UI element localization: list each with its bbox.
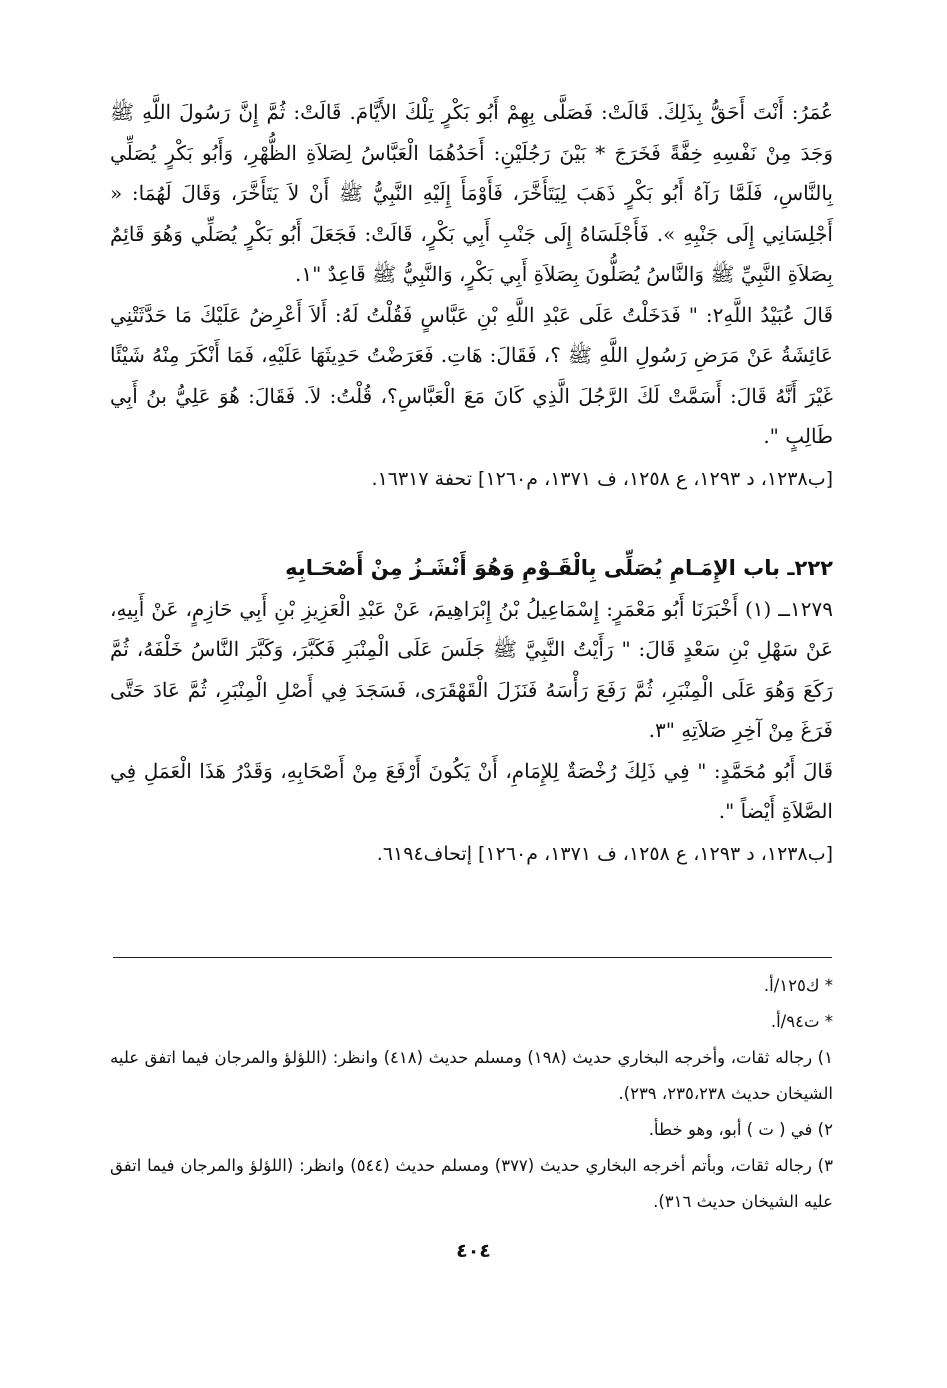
section-spacer bbox=[110, 501, 833, 547]
page-number: ٤٠٤ bbox=[456, 1240, 491, 1262]
footnote-3: ٣) رجاله ثقات، وبأتم أخرجه البخاري حديث (٣٧٧) ومسلم حديث (٥٤٤) وانظر: (اللؤلؤ والمرجان فيما اتفق عليه الشيخان حديث ٣١٦). bbox=[110, 1156, 833, 1211]
main-text bbox=[110, 92, 833, 876]
footnote-divider bbox=[113, 957, 832, 958]
footnote-1: ١) رجاله ثقات، وأخرجه البخاري حديث (١٩٨) ومسلم حديث (٤١٨) وانظر: (اللؤلؤ والمرجان فيما اتفق عليه الشيخان حديث ٢٣٥،٢٣٨، ٢٣٩). bbox=[110, 1048, 833, 1103]
footnote-2: ٢) في ( ت ) أبو، وهو خطأ. bbox=[648, 1120, 833, 1139]
hadith-reference-line: [ب١٢٣٨، د ١٢٩٣، ع ١٢٥٨، ف ١٣٧١، م١٢٦٠] إتحاف٦١٩٤. bbox=[376, 842, 833, 865]
hadith-reference-line: [ب١٢٣٨، د ١٢٩٣، ع ١٢٥٨، ف ١٣٧١، م١٢٦٠] تحفة ١٦٣١٧. bbox=[371, 467, 833, 490]
hadith-continuation-paragraph: عُمَرُ: أَنْتَ أَحَقُّ بِذَلِكَ. قَالَتْ: فَصَلَّى بِهِمْ أَبُو بَكْرٍ تِلْكَ الأَيَّامَ. قَالَتْ: ثُمَّ إِنَّ رَسُولَ اللَّهِ ﷺ وَجَدَ مِنْ نَفْسِهِ خِفَّةً فَخَرَجَ * بَيْنَ رَجُلَيْنِ: أَحَدُهُمَا الْعَبَّاسُ لِصَلاَةِ الظُّهْرِ، وَأَبُو بَكْرٍ يُصَلِّي بِالنَّاسِ، فَلَمَّا رَآهُ أَبُو بَكْرٍ ذَهَبَ لِيَتَأَخَّرَ، فَأَوْمَأَ إِلَيْهِ النَّبِيُّ ﷺ أَنْ لاَ يَتَأَخَّرَ، وَقَالَ لَهُمَا: « أَجْلِسَانِي إِلَى جَنْبِهِ ». فَأَجْلَسَاهُ إِلَى جَنْبِ أَبِي بَكْرٍ، قَالَتْ: فَجَعَلَ أَبُو بَكْرٍ يُصَلِّي وَهُوَ قَائِمٌ بِصَلاَةِ النَّبِيِّ ﷺ وَالنَّاسُ يُصَلُّونَ بِصَلاَةِ أَبِي بَكْرٍ، وَالنَّبِيُّ ﷺ قَاعِدٌ "١. bbox=[110, 100, 833, 286]
hadith-1279-paragraph: ١٢٧٩ــ (١) أَخْبَرَنَا أَبُو مَعْمَرٍ: إِسْمَاعِيلُ بْنُ إِبْرَاهِيمَ، عَنْ عَبْدِ الْعَزِيزِ بْنِ أَبِي حَازِمٍ، عَنْ أَبِيهِ، عَنْ سَهْلِ بْنِ سَعْدٍ قَالَ: " رَأَيْتُ النَّبِيَّ ﷺ جَلَسَ عَلَى الْمِنْبَرِ فَكَبَّرَ، وَكَبَّرَ النَّاسُ خَلْفَهُ، ثُمَّ رَكَعَ وَهُوَ عَلَى الْمِنْبَرِ، ثُمَّ رَفَعَ رَأْسَهُ فَنَزَلَ الْقَهْقَرَى، فَسَجَدَ فِي أَصْلِ الْمِنْبَرِ، ثُمَّ عَادَ حَتَّى فَرَغَ مِنْ آخِرِ صَلاَتِهِ "٣. bbox=[110, 596, 833, 742]
chapter-heading: ٢٢٢ـ باب الإِمَـامِ يُصَلِّى بِالْقَـوْمِ وَهُوَ أَنْشَـزُ مِنْ أَصْحَـابِهِ bbox=[285, 555, 833, 580]
footnote-manuscript-k: * ك١٢٥/أ. bbox=[763, 976, 833, 995]
ubaydullah-paragraph: قَالَ عُبَيْدُ اللَّهِ٢: " فَدَخَلْتُ عَلَى عَبْدِ اللَّهِ بْنِ عَبَّاسٍ فَقُلْتُ لَهُ: أَلاَ أَعْرِضُ عَلَيْكَ مَا حَدَّثَتْنِي عَائِشَةُ عَنْ مَرَضِ رَسُولِ اللَّهِ ﷺ ؟، فَقَالَ: هَاتِ. فَعَرَضْتُ حَدِيثَهَا عَلَيْهِ، فَمَا أَنْكَرَ مِنْهُ شَيْئًا غَيْرَ أَنَّهُ قَالَ: أَسَمَّتْ لَكَ الرَّجُلَ الَّذِي كَانَ مَعَ الْعَبَّاسِ؟، قُلْتُ: لاَ. فَقَالَ: هُوَ عَلِيُّ بنُ أَبِي طَالِبٍ ". bbox=[110, 302, 833, 448]
footnotes bbox=[110, 968, 833, 1220]
abu-muhammad-comment: قَالَ أَبُو مُحَمَّدٍ: " فِي ذَلِكَ رُخْصَةٌ لِلإِمَامِ، أَنْ يَكُونَ أَرْفَعَ مِنْ أَصْحَابِهِ، وَقَدْرُ هَذَا الْعَمَلِ فِي الصَّلاَةِ أَيْضاً ". bbox=[110, 758, 833, 823]
footnote-manuscript-t: * ت٩٤/أ. bbox=[770, 1012, 833, 1031]
